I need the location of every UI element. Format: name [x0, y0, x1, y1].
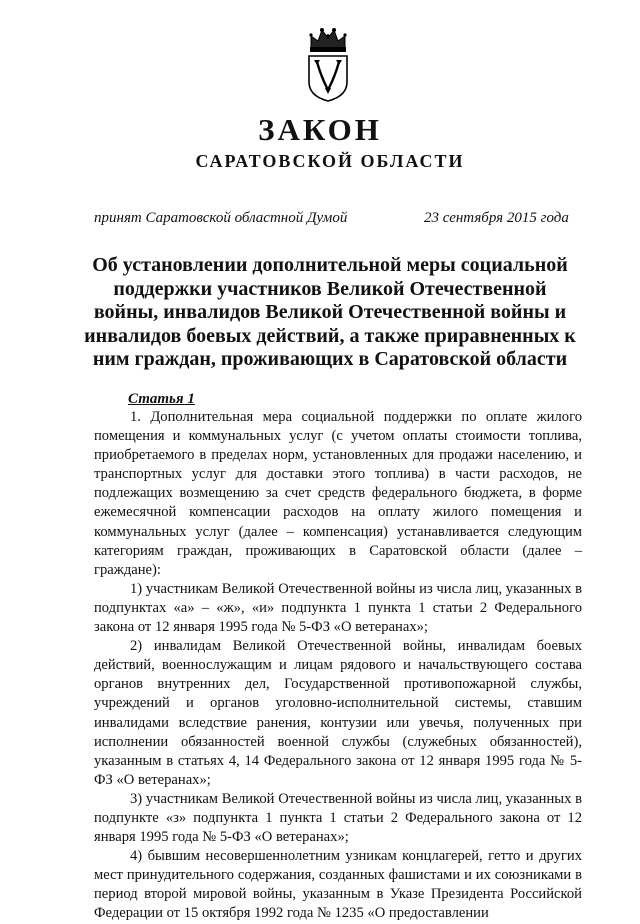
adopted-by-text: принят Саратовской областной Думой	[94, 210, 348, 226]
article-paragraph-5: 4) бывшим несовершеннолетним узникам концлагерей, гетто и других мест принудительного содержания, созданных фашистами и их союзниками в период второй мировой войны, указанным в Указе Президента Российской Федерации от 15 октября 1992 года № 1235 «О предоставлении	[94, 848, 582, 922]
adoption-date: 23 сентября 2015 года	[424, 210, 569, 226]
article-paragraph-3: 2) инвалидам Великой Отечественной войны, инвалидам боевых действий, военнослужащим и лицам рядового и начальствующего состава органов внутренних дел, Государственной противопожарной службы, учреждений и органов уголовно-исполнительной системы, ставшим инвалидами вследствие ранения, контузии или увечья, полученных при исполнении обязанностей военной службы (служебных обязанностей), указанным в статьях 4, 14 Федерального закона от 12 января 1995 года № 5-ФЗ «О ветеранах»;	[94, 638, 582, 788]
article-paragraph-4: 3) участникам Великой Отечественной войны из числа лиц, указанных в подпункте «з» подпункта 1 пункта 1 статьи 2 Федерального закона от 12 января 1995 года № 5-ФЗ «О ветеранах»;	[94, 790, 582, 846]
law-region-subtitle: САРАТОВСКОЙ ОБЛАСТИ	[195, 151, 465, 171]
document-heading: Об установлении дополнительной меры социальной поддержки участников Великой Отечественной войны, инвалидов Великой Отечественной войны и инвалидов боевых действий, а также приравненных к ним граждан, проживающих в Саратовской области	[84, 254, 576, 370]
law-title: ЗАКОН	[258, 112, 382, 147]
article-paragraph-1: 1. Дополнительная мера социальной поддержки по оплате жилого помещения и коммунальных услуг (с учетом оплаты стоимости топлива, приобретаемого в пределах норм, установленных для продажи населению, и транспортных услуг для доставки этого топлива) в части расходов, не подлежащих возмещению за счет средств федерального бюджета, в форме ежемесячной компенсации расходов на оплату жилого помещения и коммунальных услуг (далее – компенсация) устанавливается следующим категориям граждан, проживающих в Саратовской области (далее – граждане):	[94, 409, 582, 578]
article-paragraph-2: 1) участникам Великой Отечественной войны из числа лиц, указанных в подпунктах «а» – «ж», «и» подпункта 1 пункта 1 статьи 2 Федерального закона от 12 января 1995 года № 5-ФЗ «О ветеранах»;	[94, 580, 582, 636]
saratov-coat-of-arms-icon	[303, 26, 353, 102]
article-title: Статья 1	[128, 391, 195, 407]
article-body	[94, 408, 582, 924]
